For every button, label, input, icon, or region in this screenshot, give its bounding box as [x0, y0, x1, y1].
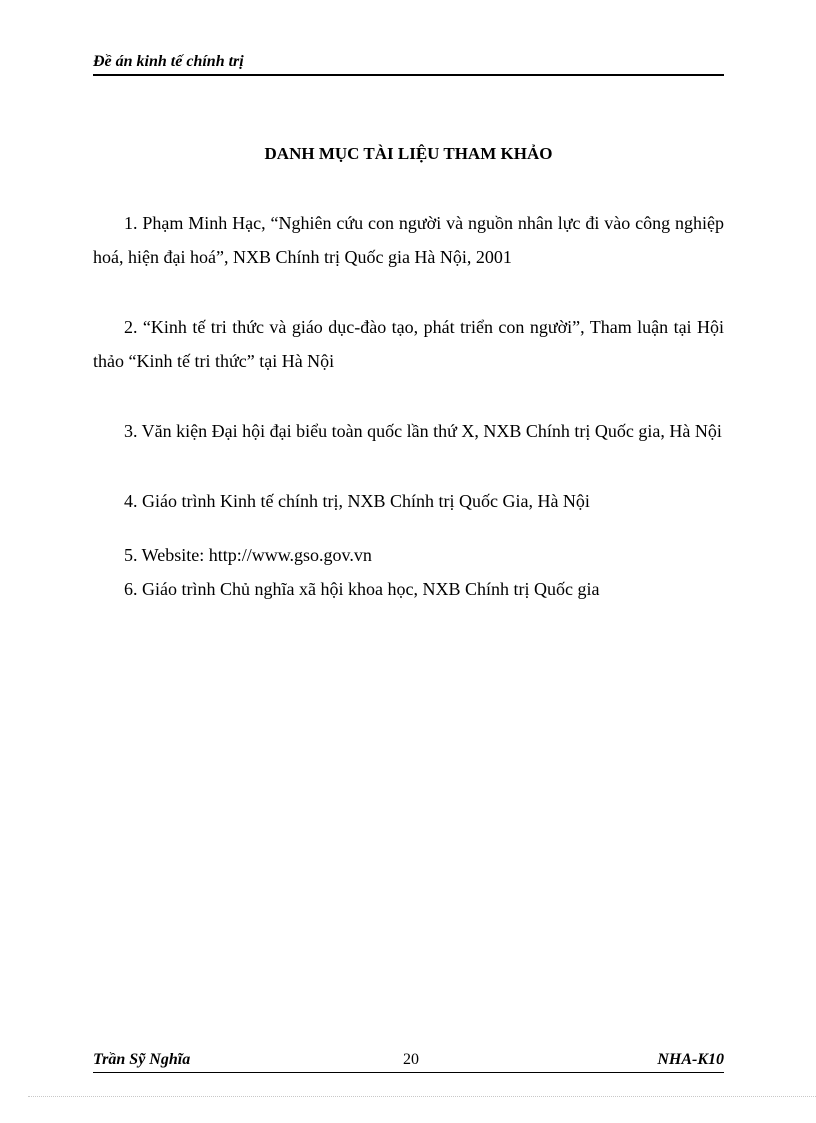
reference-item-1: 1. Phạm Minh Hạc, “Nghiên cứu con người và nguồn nhân lực đi vào công nghiệp hoá, hiện đại hoá”, NXB Chính trị Quốc gia Hà Nội, 2001: [93, 213, 724, 267]
footer-author: Trần Sỹ Nghĩa: [93, 1051, 191, 1068]
page-header: [93, 52, 724, 76]
reference-list: [93, 206, 724, 606]
reference-item-6: 6. Giáo trình Chủ nghĩa xã hội khoa học, NXB Chính trị Quốc gia: [124, 579, 600, 599]
reference-item-3: 3. Văn kiện Đại hội đại biểu toàn quốc lần thứ X, NXB Chính trị Quốc gia, Hà Nội: [124, 421, 722, 441]
footer-class-code: NHA-K10: [657, 1051, 724, 1068]
reference-item-5: 5. Website: http://www.gso.gov.vn: [124, 545, 372, 565]
header-title: Đề án kinh tế chính trị: [93, 53, 244, 70]
footer-page-number: 20: [403, 1051, 419, 1068]
page-edge-divider: [28, 1096, 816, 1097]
page-footer: [93, 1050, 724, 1073]
reference-item-2: 2. “Kinh tế tri thức và giáo dục-đào tạo, phát triển con người”, Tham luận tại Hội thảo “Kinh tế tri thức” tại Hà Nội: [93, 317, 724, 371]
page-title: DANH MỤC TÀI LIỆU THAM KHẢO: [264, 144, 553, 163]
reference-item-4: 4. Giáo trình Kinh tế chính trị, NXB Chính trị Quốc Gia, Hà Nội: [124, 491, 590, 511]
